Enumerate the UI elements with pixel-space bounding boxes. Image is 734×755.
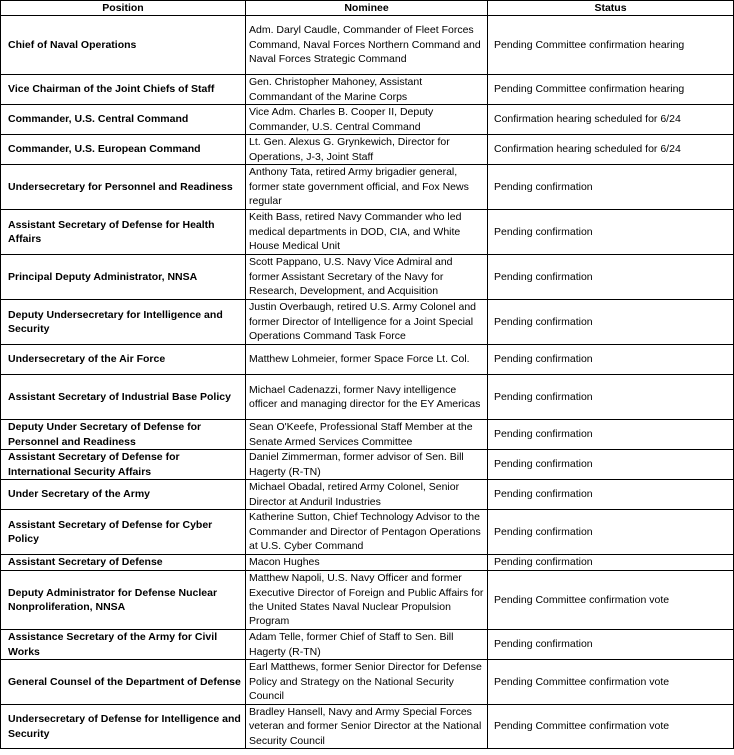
table-row [1, 210, 734, 255]
position-cell: Commander, U.S. European Command [1, 135, 246, 165]
status-cell: Pending confirmation [488, 450, 734, 480]
status-cell: Confirmation hearing scheduled for 6/24 [488, 135, 734, 165]
table-row [1, 571, 734, 630]
table-row [1, 660, 734, 705]
status-cell: Pending confirmation [488, 420, 734, 450]
table-row [1, 255, 734, 300]
position-cell: Deputy Undersecretary for Intelligence and Security [1, 300, 246, 345]
status-cell: Pending confirmation [488, 555, 734, 571]
nominee-cell: Adm. Daryl Caudle, Commander of Fleet Forces Command, Naval Forces Northern Command and Naval Forces Strategic Command [246, 16, 488, 75]
position-cell: Commander, U.S. Central Command [1, 105, 246, 135]
status-cell: Pending confirmation [488, 255, 734, 300]
table-row [1, 105, 734, 135]
position-cell: Principal Deputy Administrator, NNSA [1, 255, 246, 300]
table-row [1, 345, 734, 375]
status-cell: Pending confirmation [488, 165, 734, 210]
position-cell: Assistant Secretary of Defense for Health Affairs [1, 210, 246, 255]
status-cell: Pending confirmation [488, 210, 734, 255]
nominee-cell: Keith Bass, retired Navy Commander who led medical departments in DOD, CIA, and White House Medical Unit [246, 210, 488, 255]
position-cell: Undersecretary for Personnel and Readiness [1, 165, 246, 210]
status-cell: Pending confirmation [488, 345, 734, 375]
table-row [1, 480, 734, 510]
position-cell: Assistance Secretary of the Army for Civil Works [1, 630, 246, 660]
table-row [1, 450, 734, 480]
nominee-cell: Earl Matthews, former Senior Director for Defense Policy and Strategy on the National Security Council [246, 660, 488, 705]
nominee-cell: Bradley Hansell, Navy and Army Special Forces veteran and former Senior Director at the National Security Council [246, 705, 488, 749]
nominee-cell: Daniel Zimmerman, former advisor of Sen. Bill Hagerty (R-TN) [246, 450, 488, 480]
position-cell: Vice Chairman of the Joint Chiefs of Staff [1, 75, 246, 105]
status-cell: Confirmation hearing scheduled for 6/24 [488, 105, 734, 135]
nominee-cell: Justin Overbaugh, retired U.S. Army Colonel and former Director of Intelligence for a Joint Special Operations Command Task Force [246, 300, 488, 345]
position-cell: Under Secretary of the Army [1, 480, 246, 510]
status-cell: Pending confirmation [488, 375, 734, 420]
table-row [1, 165, 734, 210]
position-cell: Chief of Naval Operations [1, 16, 246, 75]
position-cell: Undersecretary of Defense for Intelligence and Security [1, 705, 246, 749]
position-cell: Assistant Secretary of Defense for Cyber Policy [1, 510, 246, 555]
status-cell: Pending Committee confirmation vote [488, 660, 734, 705]
header-position: Position [1, 1, 246, 16]
table-row [1, 630, 734, 660]
nominee-cell: Matthew Lohmeier, former Space Force Lt. Col. [246, 345, 488, 375]
table-row [1, 705, 734, 749]
nominee-cell: Matthew Napoli, U.S. Navy Officer and former Executive Director of Foreign and Public Affairs for the United States Naval Nuclear Propulsion Program [246, 571, 488, 630]
status-cell: Pending confirmation [488, 480, 734, 510]
position-cell: General Counsel of the Department of Defense [1, 660, 246, 705]
status-cell: Pending confirmation [488, 630, 734, 660]
status-cell: Pending Committee confirmation vote [488, 705, 734, 749]
position-cell: Assistant Secretary of Industrial Base Policy [1, 375, 246, 420]
nominee-cell: Katherine Sutton, Chief Technology Advisor to the Commander and Director of Pentagon Operations at U.S. Cyber Command [246, 510, 488, 555]
nominee-cell: Michael Obadal, retired Army Colonel, Senior Director at Anduril Industries [246, 480, 488, 510]
nominee-cell: Adam Telle, former Chief of Staff to Sen. Bill Hagerty (R-TN) [246, 630, 488, 660]
table-row [1, 75, 734, 105]
nominee-cell: Michael Cadenazzi, former Navy intelligence officer and managing director for the EY Americas [246, 375, 488, 420]
table-row [1, 555, 734, 571]
table-row [1, 16, 734, 75]
position-cell: Assistant Secretary of Defense [1, 555, 246, 571]
nominee-cell: Gen. Christopher Mahoney, Assistant Commandant of the Marine Corps [246, 75, 488, 105]
status-cell: Pending Committee confirmation hearing [488, 16, 734, 75]
table-row [1, 510, 734, 555]
table-row [1, 375, 734, 420]
header-status: Status [488, 1, 734, 16]
nominee-cell: Vice Adm. Charles B. Cooper II, Deputy Commander, U.S. Central Command [246, 105, 488, 135]
nominee-cell: Anthony Tata, retired Army brigadier general, former state government official, and Fox News regular [246, 165, 488, 210]
nominee-cell: Macon Hughes [246, 555, 488, 571]
header-nominee: Nominee [246, 1, 488, 16]
header-row [1, 1, 734, 16]
position-cell: Deputy Administrator for Defense Nuclear Nonproliferation, NNSA [1, 571, 246, 630]
nominee-cell: Sean O'Keefe, Professional Staff Member at the Senate Armed Services Committee [246, 420, 488, 450]
nominee-cell: Lt. Gen. Alexus G. Grynkewich, Director for Operations, J-3, Joint Staff [246, 135, 488, 165]
table-row [1, 300, 734, 345]
table-row [1, 420, 734, 450]
position-cell: Assistant Secretary of Defense for International Security Affairs [1, 450, 246, 480]
status-cell: Pending confirmation [488, 510, 734, 555]
nominee-cell: Scott Pappano, U.S. Navy Vice Admiral and former Assistant Secretary of the Navy for Research, Development, and Acquisition [246, 255, 488, 300]
status-cell: Pending Committee confirmation vote [488, 571, 734, 630]
table-row [1, 135, 734, 165]
position-cell: Deputy Under Secretary of Defense for Personnel and Readiness [1, 420, 246, 450]
position-cell: Undersecretary of the Air Force [1, 345, 246, 375]
status-cell: Pending confirmation [488, 300, 734, 345]
status-cell: Pending Committee confirmation hearing [488, 75, 734, 105]
